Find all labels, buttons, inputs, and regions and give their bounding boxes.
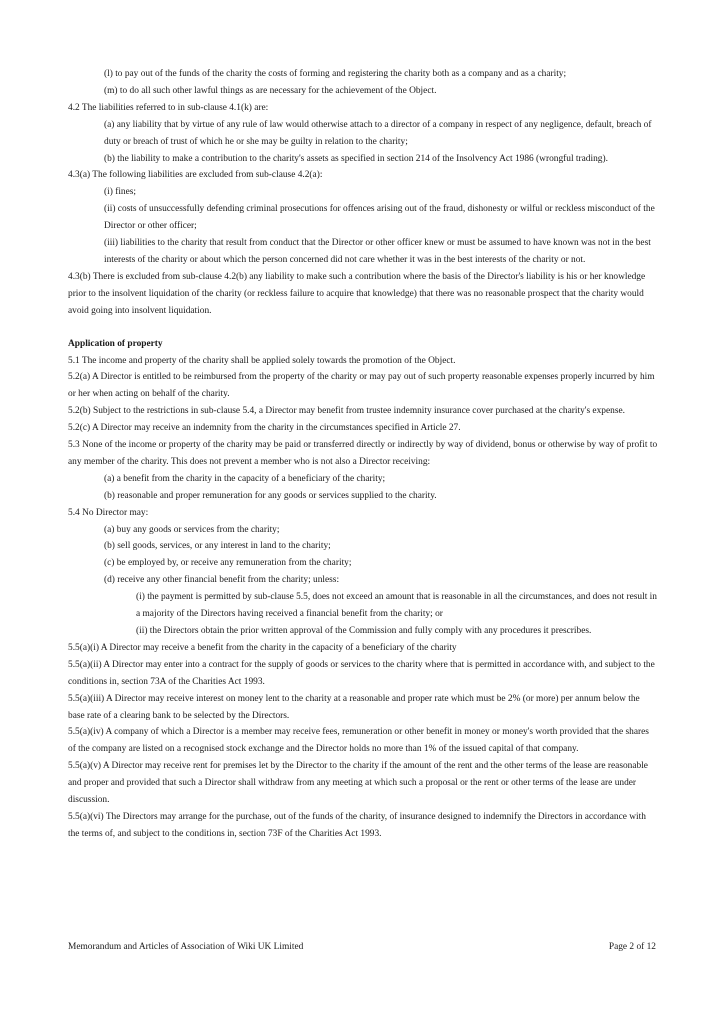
clause-paragraph: (b) sell goods, services, or any interest in land to the charity; [104,541,331,552]
section-heading: Application of property [68,338,163,349]
clause-paragraph: (ii) the Directors obtain the prior written approval of the Commission and fully comply with any procedures it prescribes. [136,626,592,636]
clause-paragraph: 5.4 No Director may: [68,507,149,518]
document-body [68,66,658,843]
clause-paragraph: (i) the payment is permitted by sub-clause 5.5, does not exceed an amount that is reasonable in all the circumstances, and does not result in a majority of the Directors having received a financial benefit from the charity; or [136,592,657,620]
clause-paragraph: 5.3 None of the income or property of the charity may be paid or transferred directly or indirectly by way of dividend, bonus or otherwise by way of profit to any member of the charity. This does not prevent a member who is not also a Director receiving: [68,440,658,467]
clause-paragraph: 5.2(b) Subject to the restrictions in sub-clause 5.4, a Director may benefit from trustee indemnity insurance cover purchased at the charity's expense. [68,406,625,417]
clause-paragraph: 5.5(a)(vi) The Directors may arrange for the purchase, out of the funds of the charity, of insurance designed to indemnify the Directors in accordance with the terms of, and subject to the conditions in, section 73F of the Charities Act 1993. [68,811,646,839]
clause-paragraph: (b) the liability to make a contribution to the charity's assets as specified in section 214 of the Insolvency Act 1986 (wrongful trading). [104,153,608,164]
clause-paragraph: (d) receive any other financial benefit from the charity; unless: [104,575,340,586]
section-gap [68,320,658,336]
clause-paragraph: 5.5(a)(iii) A Director may receive interest on money lent to the charity at a reasonable and proper rate which must be 2% (or more) per annum below the base rate of a clearing bank to be selected by the Directors. [68,693,640,721]
clause-paragraph: (a) a benefit from the charity in the capacity of a beneficiary of the charity; [104,473,386,484]
clause-paragraph: 4.3(a) The following liabilities are excluded from sub-clause 4.2(a): [68,170,323,181]
clause-paragraph: 5.5(a)(iv) A company of which a Director is a member may receive fees, remuneration or other benefit in money or money's worth provided that the shares of the company are listed on a recognised stock exchange and the Director holds no more than 1% of the issued capital of that company. [68,727,649,755]
clause-paragraph: (a) any liability that by virtue of any rule of law would otherwise attach to a director of a company in respect of any negligence, default, breach of duty or breach of trust of which he or she may be guilty in relation to the charity; [104,119,652,147]
clause-paragraph: 5.2(c) A Director may receive an indemnity from the charity in the circumstances specified in Article 27. [68,423,461,434]
clause-paragraph: (i) fines; [104,187,137,198]
clause-paragraph: (b) reasonable and proper remuneration for any goods or services supplied to the charity. [104,490,437,501]
page-footer [68,941,656,953]
clause-paragraph: (l) to pay out of the funds of the charity the costs of forming and registering the charity both as a company and as a charity; [104,69,567,79]
clause-paragraph: (m) to do all such other lawful things as are necessary for the achievement of the Object. [104,85,437,96]
clause-paragraph: (iii) liabilities to the charity that result from conduct that the Director or other officer knew or must be assumed to have known was not in the best interests of the charity or about which the person concerned did not care whether it was in the best interests of the charity or not. [104,238,651,265]
footer-document-title: Memorandum and Articles of Association of Wiki UK Limited [68,942,304,952]
clause-paragraph: 4.2 The liabilities referred to in sub-clause 4.1(k) are: [68,102,269,113]
footer-page-number: Page 2 of 12 [608,942,656,952]
clause-paragraph: 5.5(a)(v) A Director may receive rent for premises let by the Director to the charity if the amount of the rent and the other terms of the lease are reasonable and proper and provided that such a Director shall withdraw from any meeting at which such a proposal or the rent or other terms of the lease are under discussion. [68,761,648,806]
clause-paragraph: 4.3(b) There is excluded from sub-clause 4.2(b) any liability to make such a contribution where the basis of the Director's liability is his or her knowledge prior to the insolvent liquidation of the charity (or reckless failure to acquire that knowledge) that there was no reasonable prospect that the charity would avoid going into insolvent liquidation. [68,271,646,316]
clause-paragraph: 5.5(a)(i) A Director may receive a benefit from the charity in the capacity of a beneficiary of the charity [68,642,457,653]
section-4-clauses [68,66,658,320]
clause-paragraph: (a) buy any goods or services from the charity; [104,524,280,535]
clause-paragraph: 5.2(a) A Director is entitled to be reimbursed from the property of the charity or may pay out of such property reasonable expenses properly incurred by him or her when acting on behalf of the charity. [68,372,655,400]
clause-paragraph: 5.1 The income and property of the charity shall be applied solely towards the promotion of the Object. [68,355,456,366]
clause-paragraph: (c) be employed by, or receive any remuneration from the charity; [104,558,352,569]
clause-paragraph: 5.5(a)(ii) A Director may enter into a contract for the supply of goods or services to the charity where that is permitted in accordance with, and subject to the conditions in, section 73A of the Charities Act 1993. [68,659,655,687]
section-5-clauses [68,353,658,843]
clause-paragraph: (ii) costs of unsuccessfully defending criminal prosecutions for offences arising out of the fraud, dishonesty or wilful or reckless misconduct of the Director or other officer; [104,204,655,232]
